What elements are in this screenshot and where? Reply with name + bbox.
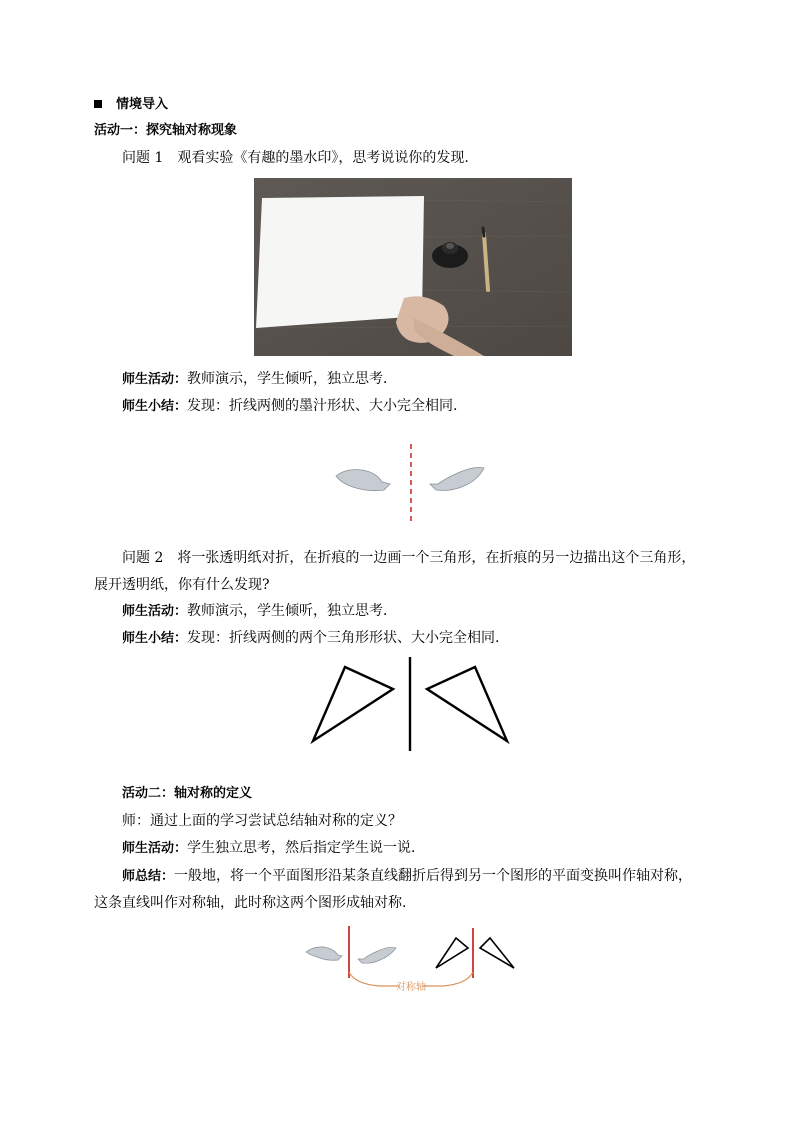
ink-blot-small-right xyxy=(358,947,396,963)
triangle-left xyxy=(313,667,393,741)
axis-label: 对称轴 xyxy=(396,982,426,993)
section-heading: 情境导入 xyxy=(94,95,168,115)
ink-blot-left xyxy=(336,470,390,491)
teacher-student-summary-1: 师生小结：发现：折线两侧的墨汁形状、大小完全相同. xyxy=(122,398,458,414)
activity1-title: 活动一：探究轴对称现象 xyxy=(94,123,238,138)
teacher-student-activity-1: 师生活动：教师演示，学生倾听，独立思考． xyxy=(122,371,398,387)
white-paper xyxy=(256,196,424,328)
axis-definition-figure xyxy=(300,922,530,997)
question-2-line1: 问题 2 将一张透明纸对折，在折痕的一边画一个三角形，在折痕的另一边描出这个三角形， xyxy=(122,550,696,566)
ink-blot-figure xyxy=(330,440,490,530)
ink-blot-right xyxy=(430,468,484,491)
triangle-symmetry-figure xyxy=(305,655,525,755)
triangle-small-left xyxy=(436,938,468,968)
teacher-student-activity-3: 师生活动：学生独立思考，然后指定学生说一说． xyxy=(122,840,426,856)
question-1: 问题 1 观看实验《有趣的墨水印》，思考说说你的发现. xyxy=(122,150,469,166)
teacher-student-summary-2: 师生小结：发现：折线两侧的两个三角形形状、大小完全相同. xyxy=(122,630,500,646)
ink-experiment-photo xyxy=(254,178,572,356)
triangle-right xyxy=(427,667,507,741)
ink-blot-small-left xyxy=(306,947,342,960)
teacher-question: 师：通过上面的学习尝试总结轴对称的定义？ xyxy=(122,813,402,829)
question-2-line2: 展开透明纸，你有什么发现? xyxy=(94,577,270,593)
activity2-title: 活动二：轴对称的定义 xyxy=(122,786,253,801)
teacher-summary-line2: 这条直线叫作对称轴，此时称这两个图形成轴对称. xyxy=(94,895,407,911)
teacher-student-activity-2: 师生活动：教师演示，学生倾听，独立思考． xyxy=(122,603,398,619)
triangle-small-right xyxy=(480,938,514,968)
teacher-summary-line1: 师总结：一般地，将一个平面图形沿某条直线翻折后得到另一个图形的平面变换叫作轴对称， xyxy=(122,868,693,884)
bullet-square-icon xyxy=(94,100,102,108)
